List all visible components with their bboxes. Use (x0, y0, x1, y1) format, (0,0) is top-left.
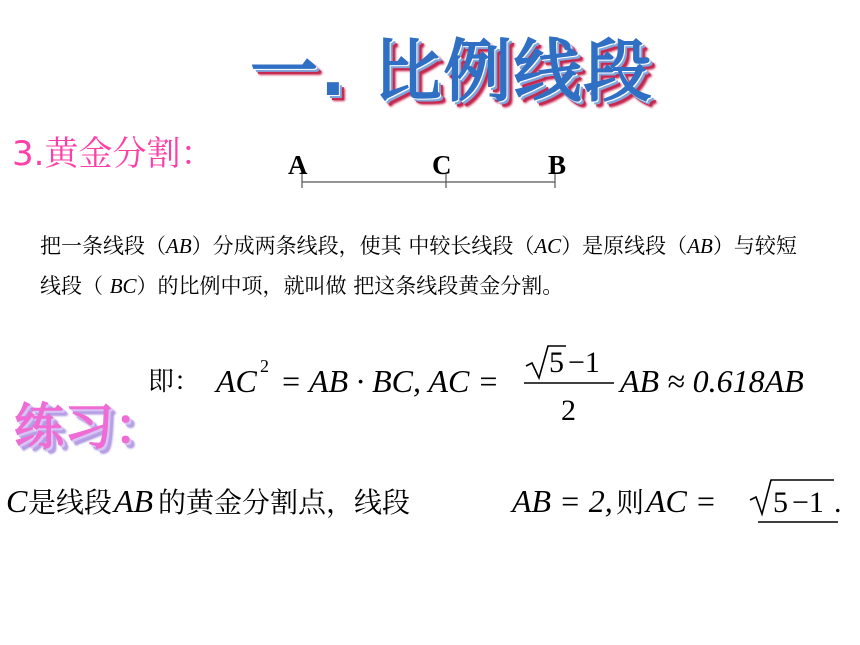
def-ab: AB (166, 234, 192, 258)
def-text-2: ）分成两条线段，使其 中较长线段（ (191, 234, 535, 258)
point-c-label: C (432, 150, 452, 180)
exercise-question (6, 470, 856, 540)
point-b-label: B (548, 150, 567, 180)
q-text-3: 则 (616, 486, 645, 519)
formula-exponent: 2 (260, 356, 269, 376)
def-ab-2: AB (687, 234, 713, 258)
def-bc: BC (109, 274, 137, 298)
section-heading: 3.黄金分割： (12, 134, 215, 174)
answer-minus-one: −1 (792, 486, 824, 519)
def-text-5: ）的比例中项，就叫做 把这条线段黄金分割。 (136, 274, 564, 298)
formula-middle: = AB · BC, AC = (280, 363, 499, 399)
numer-minus-one: −1 (568, 346, 600, 379)
point-a-label: A (288, 150, 308, 180)
exercise-heading: 练习： (14, 398, 164, 456)
def-ac: AC (534, 234, 562, 258)
line-segment-diagram (280, 150, 580, 195)
q-period: . (834, 486, 842, 519)
q-ab: AB (114, 483, 154, 519)
formula-prefix: 即： (148, 367, 201, 397)
answer-radicand: 5 (773, 486, 788, 519)
slide-title: 一. 比例线段 (250, 33, 654, 112)
definition-text (40, 226, 810, 306)
numer-radicand: 5 (549, 346, 564, 379)
def-text-1: 把一条线段（ (40, 234, 166, 258)
q-text-2: 的黄金分割点，线段 (158, 486, 411, 519)
formula-tail: AB ≈ 0.618AB (620, 363, 804, 399)
golden-ratio-formula (148, 342, 848, 432)
denominator: 2 (561, 394, 576, 427)
formula-lhs: AC (216, 363, 257, 399)
q-point-c: C (6, 483, 28, 519)
q-text-1: 是线段 (28, 486, 113, 519)
def-text-3: ）是原线段（ (561, 234, 688, 258)
q-ac-eq: AC = (646, 483, 717, 519)
def-text-4: ）与较短线段（ (40, 234, 797, 298)
q-equation: AB = 2, (512, 483, 613, 519)
